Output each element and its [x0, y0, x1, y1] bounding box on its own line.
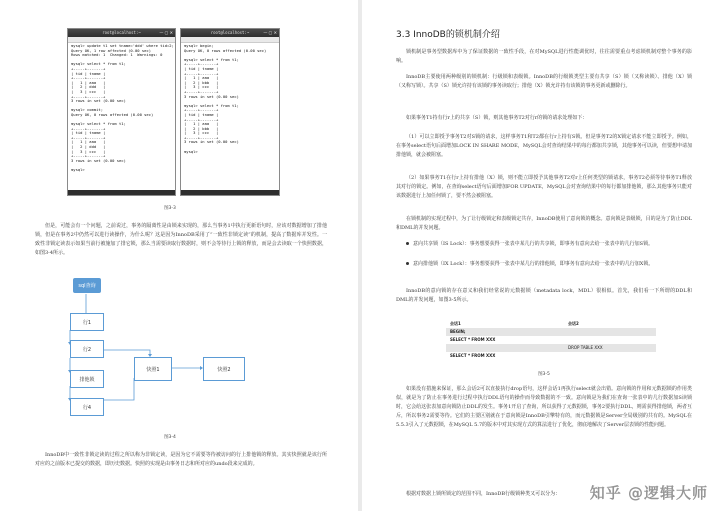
window-controls-icon[interactable]: — ▢ ✕: [263, 30, 277, 35]
body-paragraph: 如果事务T1持有行r上的共享（S）锁，则其他事务T2对行r的锁的请求处理如下：: [406, 115, 588, 121]
terminal-line: +-----+-------+: [71, 134, 106, 140]
terminal-line: mysql> select * from t1;: [184, 102, 239, 108]
terminal-line: +-----+-------+: [71, 153, 106, 159]
body-paragraph: （1）可以立即授予事务T2对S锁的请求，这样事务T1和T2都在行r上持有S锁。但是事务T2的X锁定请求不能立即授予。例如，在事务select语句后面增加LOCK IN SHARE MODE，MySQL会对查询结果中的每行都加共享锁，其他事务可以读，但要想申请加排他锁，就会被阻塞。: [396, 134, 692, 158]
terminal-line: | 3 | ccc |: [184, 84, 219, 90]
row-3-lock-node: 排他锁: [70, 370, 104, 388]
snapshot-2-node: 快照2: [203, 357, 245, 381]
table-row: [446, 344, 656, 352]
terminal-window-1: [67, 28, 176, 196]
bullet-item: [406, 240, 692, 249]
terminal-line: mysql>: [184, 148, 201, 154]
terminal-line: | tid | tname |: [184, 65, 219, 71]
body-paragraph: 锁机制是事务型数据库中为了保证数据的一致性手段，在对MySQL进行性能调优时，往往需要重点考虑锁机制对整个事务的影响。: [396, 49, 692, 64]
table-header-cell: 会话1: [450, 321, 461, 326]
body-paragraph: InnoDB主要使用两种级别的锁机制：行级锁和表级锁。InnoDB的行级锁类型主要有共享（S）锁（又称读锁）、排他（X）锁（又称写锁）。共享（S）锁允许持有该锁的事务读取行；排他（X）锁允许持有该锁的事务更新或删除行。: [396, 74, 692, 89]
terminal-line: | 1 | aaa |: [184, 121, 219, 127]
body-paragraph: 如果没有措施来保证，那么会话2可以直接执行drop语句，这样会话1再执行select就会出错。意向锁的作用和元数据锁的作用类似，就是为了防止在事务进行过程中执行DDL语句的操作而导致数据的不一致。意向锁是为我们在查询一张表中的几行数据加S读锁时，它会给这张表加意向锁防止DDL的发生。事务1开启了查询，所以获得了元数据锁，事务2要执行DDL，则需获得排他锁，两者互斥，所以事务2需要等待。它们的主要区别就在于意向锁是InnoDB引擎特有的，而元数据锁是Server全局级别的共有的。MySQL在5.5.3引入了元数据锁，在MySQL 5.7的版本中对其实现方式的算法进行了优化，彻底地解决了Server层表锁的性能问题。: [396, 386, 692, 428]
row-2-node: 行2: [70, 340, 104, 358]
terminal-line: +-----+-------+: [71, 125, 106, 131]
terminal-line: +-----+-------+: [184, 116, 219, 122]
table-cell: DROP TABLE XXX: [568, 345, 603, 350]
bullet-text: 意向排他锁（IX Lock）：事务想要获得一张表中某几行的排他锁，即事务有意向去给一张表中的几行加X锁。: [413, 261, 654, 267]
body-paragraph: 在锁机制的实现过程中，为了让行级锁定和表级锁定共存，InnoDB使用了意向锁的概念。意向锁是表级锁，目的是为了防止DDL和DML的并发问题。: [396, 216, 692, 231]
terminal-line: +-----+-------+: [184, 88, 219, 94]
terminal-line: 3 rows in set (0.00 sec): [184, 139, 239, 145]
terminal-line: | 1 | aaa |: [184, 75, 219, 81]
left-page: [0, 0, 358, 511]
body-paragraph: InnoDB的意向锁的存在意义和我们经常说的元数据锁（metadata lock，MDL）很相似。首先，我们看一下所谓的DDL和DML的并发问题，如图3-5所示。: [396, 288, 692, 303]
terminal-line: Query OK, 0 rows affected (0.00 sec): [184, 47, 267, 53]
terminal-line: | tid | tname |: [71, 130, 106, 136]
terminal-line: | 3 | ccc |: [184, 130, 219, 136]
terminal-line: | tid | tname |: [184, 111, 219, 117]
terminal-line: +-----+-------+: [184, 107, 219, 113]
right-page: [362, 0, 720, 511]
terminal-line: +-----+-------+: [71, 65, 106, 71]
watermark-text: 知乎 @逻辑大师: [589, 484, 708, 502]
terminal-line: Query OK, 1 row affected (0.00 sec): [71, 47, 152, 53]
terminal-line: Rows matched: 1 Changed: 1 Warnings: 0: [71, 52, 163, 58]
body-paragraph: （2）如果事务T1在行r上持有排他（X）锁，则不能立即授予其他事务T2对r上任何类型的锁请求，事务T2必须等待事务T1释放其对行的锁定。例如，在查询select语句后面增加FOR UPDATE，MySQL会对查询结果中的每行都加排他锁，那么其他事务只能对该数据进行上加任何锁了，要不然会被阻塞。: [396, 175, 692, 199]
terminal-line: +-----+-------+: [71, 75, 106, 81]
bullet-icon: [406, 262, 409, 265]
window-controls-icon[interactable]: — ▢ ✕: [159, 30, 173, 35]
terminal-title: root@localhost:~: [210, 30, 250, 35]
terminal-line: | 2 | bbb |: [184, 79, 219, 85]
terminal-line: +-----+-------+: [184, 70, 219, 76]
body-paragraph: InnoDB中一致性非锁定读的过程之所以称为非锁定读，是因为它不需要等待被访问的行上排他锁的释放。其实快照就是该行所对应的之前版本已提交的数据，即历史数据。快照的实现是由事务日志和所对应的undo段来完成的。: [35, 452, 327, 467]
snapshot-1-node: 快照1: [134, 357, 172, 381]
table-row: [446, 328, 656, 336]
terminal-line: 3 rows in set (0.00 sec): [184, 93, 239, 99]
terminal-title: root@localhost:~: [102, 30, 141, 35]
terminal-line: 3 rows in set (0.00 sec): [71, 98, 126, 104]
table-cell: SELECT * FROM XXX: [450, 337, 496, 342]
table-cell: SELECT * FROM XXX: [450, 353, 496, 358]
table-header-row: [446, 320, 656, 328]
table-row: [446, 352, 656, 360]
terminal-line: Query OK, 0 rows affected (0.00 sec): [71, 111, 154, 117]
terminal-line: mysql> select * from t1;: [184, 56, 239, 62]
terminal-statusbar: [181, 190, 279, 195]
table-header-cell: 会话2: [568, 321, 579, 326]
bullet-text: 意向共享锁（IS Lock）：事务想要获得一张表中某几行的共享锁，即事务有意向去给一张表中的几行加S锁。: [413, 241, 654, 247]
terminal-window-2: [180, 28, 280, 196]
row-4-node: 行4: [70, 398, 104, 416]
table-cell: BEGIN;: [450, 329, 466, 334]
bullet-item: [406, 260, 692, 269]
figure-caption: 图3-4: [164, 435, 176, 440]
terminal-output: [181, 43, 279, 155]
ddl-dml-table: [446, 320, 656, 360]
terminal-line: mysql> select * from t1;: [71, 61, 126, 67]
diagram-connectors: [0, 270, 358, 430]
terminal-line: +-----+-------+: [184, 134, 219, 140]
body-paragraph: 根据对数据上锁所锁定的范围不同，InnoDB行级锁种类又可以分为：: [406, 491, 561, 497]
terminal-titlebar: [181, 29, 279, 37]
row-1-node: 行1: [70, 313, 104, 331]
section-heading: 3.3 InnoDB的锁机制介绍: [396, 30, 500, 40]
terminal-line: | 2 | ddd |: [71, 84, 106, 90]
bullet-icon: [406, 242, 409, 245]
terminal-titlebar: [68, 29, 175, 37]
terminal-line: mysql> select * from t1;: [71, 121, 126, 127]
table-row: [446, 336, 656, 344]
sql-query-node: sql查询: [73, 278, 101, 293]
terminal-line: | 3 | ccc |: [71, 148, 106, 154]
terminal-line: 3 rows in set (0.00 sec): [71, 157, 126, 163]
terminal-line: | 2 | ddd |: [71, 144, 106, 150]
terminal-line: | 2 | bbb |: [184, 125, 219, 131]
terminal-statusbar: [68, 190, 175, 195]
terminal-line: +-----+-------+: [184, 61, 219, 67]
terminal-line: | 1 | aaa |: [71, 139, 106, 145]
terminal-line: mysql> begin;: [184, 43, 214, 48]
terminal-output: [68, 43, 175, 174]
figure-caption: 图3-3: [164, 206, 176, 211]
zhihu-watermark: [590, 482, 708, 503]
terminal-line: mysql>: [71, 167, 88, 173]
terminal-line: mysql> update t1 set tname='ddd' where tid=2;: [71, 43, 174, 48]
terminal-line: | 3 | ccc |: [71, 88, 106, 94]
terminal-line: mysql> commit;: [71, 107, 104, 113]
body-paragraph: 但是，可能会有一个问题，之前说过，事务的隔离性是由锁来实现的，那么当事务1中执行更新语句时，应该对数据增加了排他锁，但是在事务2中仍然可以进行读操作，为什么呢？这是因为InnoDB采用了“一致性非锁定读”的机制，提高了数据库并发性。一致性非锁定读表示如果当前行被施加了排它锁，那么当需要读取行数据时，则不会等待行上锁的释放，而是会去读取一个快照数据，如图3-4所示。: [35, 223, 327, 256]
terminal-line: | 1 | aaa |: [71, 79, 106, 85]
figure-caption: 图3-5: [538, 372, 550, 377]
terminal-line: | tid | tname |: [71, 70, 106, 76]
terminal-line: +-----+-------+: [71, 93, 106, 99]
